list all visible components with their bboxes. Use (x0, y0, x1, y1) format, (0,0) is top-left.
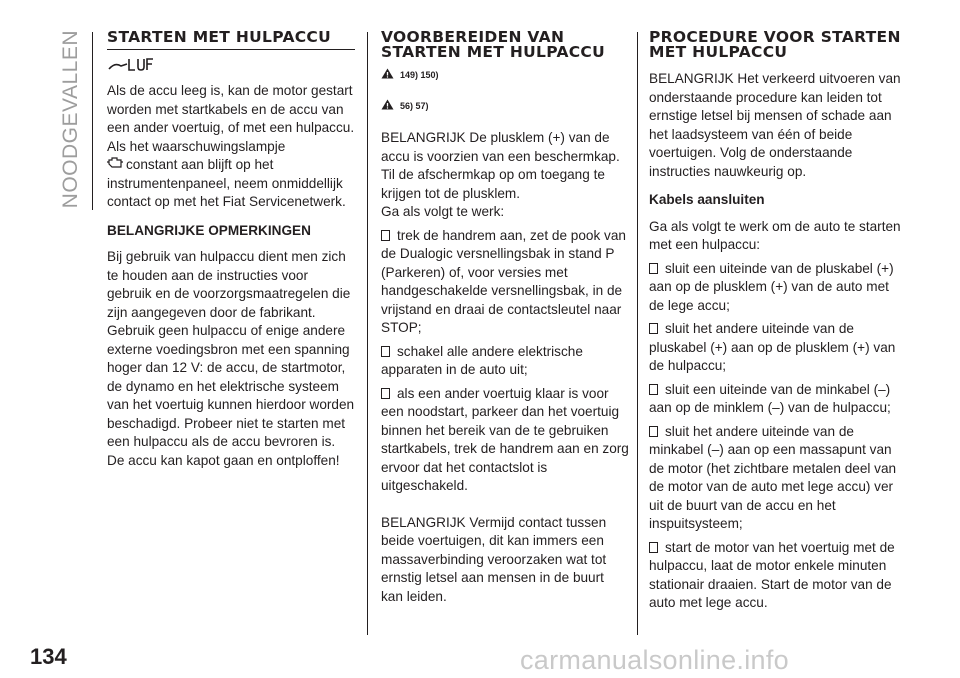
checkbox-bullet-icon (381, 346, 390, 357)
reference-row-2 (381, 97, 629, 116)
checkbox-bullet-icon (381, 388, 390, 399)
column-divider-1 (367, 32, 368, 635)
checkbox-bullet-icon (649, 542, 658, 553)
list-item: sluit het andere uiteinde van de pluskabel (+) aan op de plusklem (+) van de hulpaccu; (649, 321, 896, 373)
page-number: 134 (30, 644, 67, 669)
lamp-text-before: Als het waarschuwingslampje (107, 138, 286, 154)
reference-row-1 (381, 66, 629, 85)
column-voorbereiden (381, 30, 629, 606)
paragraph-werkwijze: Ga als volgt te werk om de auto te starten met een hulpaccu: (649, 218, 901, 252)
checkbox-bullet-icon (649, 426, 658, 437)
side-section-label (56, 30, 86, 230)
checkbox-bullet-icon (381, 230, 390, 241)
lamp-text-after: constant aan blijft op het instrumentenpaneel, neem onmiddellijk contact op met het Fiat Servicenetwerk. (107, 157, 346, 209)
engine-warning-icon (107, 156, 126, 175)
hand-tool-icon (107, 56, 355, 78)
section-heading: PROCEDURE VOOR STARTEN MET HULPACCU (649, 28, 901, 61)
paragraph-belangrijk: BELANGRIJK Het verkeerd uitvoeren van onderstaande procedure kan leiden tot ernstige letsel bij mensen of schade aan het laadsysteem van één of beide voertuigen. Volg de onderstaande instructies nauwkeurig op. (649, 71, 901, 179)
heading-rule (107, 49, 355, 50)
list-item: trek de handrem aan, zet de pook van de Dualogic versnellingsbak in stand P (Parkeren) of, voor versies met handgeschakelde versnellingsbak, in de vrijstand en draai de contactsleutel naar STOP; (381, 227, 626, 335)
subheading-opmerkingen: BELANGRIJKE OPMERKINGEN (107, 222, 311, 238)
warning-triangle-icon (381, 68, 394, 82)
list-item: start de motor van het voertuig met de hulpaccu, laat de motor enkele minuten stationair draaien. Start de motor van de auto met lege accu. (649, 539, 895, 610)
list-item: sluit een uiteinde van de pluskabel (+) aan op de plusklem (+) van de auto met de lege accu; (649, 260, 894, 313)
list-item: als een ander voertuig klaar is voor een noodstart, parkeer dan het voertuig binnen het bereik van de te gebruiken startkabels, trek de handrem aan en zorg ervoor dat het contactslot is uitgeschakeld. (381, 385, 629, 493)
column-starten-met-hulpaccu (107, 30, 355, 470)
column-divider-2 (637, 32, 638, 635)
subheading-kabels: Kabels aansluiten (649, 192, 765, 207)
lamp-paragraph (107, 156, 355, 212)
reference-numbers: 56) 57) (400, 100, 429, 111)
section-heading: VOORBEREIDEN VAN STARTEN MET HULPACCU (381, 28, 605, 61)
side-rule (92, 32, 93, 210)
list-item: sluit het andere uiteinde van de minkabel (–) aan op een massapunt van de motor (het zichtbare metalen deel van de motor van de auto met lege accu) ver uit de buurt van de accu en het inspuitsysteem; (649, 423, 897, 531)
reference-numbers: 149) 150) (400, 70, 439, 80)
body-text: Bij gebruik van hulpaccu dient men zich te houden aan de instructies voor gebruik en de voorzorgsmaatregelen die zijn aangegeven door de fabrikant. Gebruik geen hulpaccu of enige andere externe voedingsbron met een spanning hoger dan 12 V: de accu, de startmotor, de dynamo en het elektrische systeem van het voertuig kunnen hierdoor worden beschadigd. Probeer niet te starten met een hulpaccu als de accu bevroren is. De accu kan kapot gaan en ontploffen! (107, 249, 355, 468)
list-item: sluit een uiteinde van de minkabel (–) aan op de minklem (–) van de hulpaccu; (649, 381, 891, 415)
checkbox-bullet-icon (649, 263, 658, 274)
checkbox-bullet-icon (649, 323, 658, 334)
list-item: schakel alle andere elektrische apparaten in de auto uit; (381, 343, 583, 377)
warning-triangle-icon (381, 99, 394, 113)
section-label-text: NOODGEVALLEN (59, 30, 82, 209)
watermark: carmanualsonline.info (520, 645, 789, 675)
paragraph-werkwijze: Ga als volgt te werk: (381, 204, 505, 219)
section-heading: STARTEN MET HULPACCU (107, 28, 331, 46)
checkbox-bullet-icon (649, 384, 658, 395)
intro-text: Als de accu leeg is, kan de motor gestart worden met startkabels en de accu van een ander voertuig, of met een hulpaccu. (107, 83, 355, 135)
column-procedure (649, 30, 901, 613)
paragraph-beschermkap: BELANGRIJK De plusklem (+) van de accu is voorzien van een beschermkap. Til de afschermkap op om toegang te krijgen tot de plusklem. (381, 130, 620, 201)
paragraph-vermijd-contact: BELANGRIJK Vermijd contact tussen beide voertuigen, dit kan immers een massaverbinding veroorzaken wat tot ernstig letsel aan mensen in de buurt kan leiden. (381, 514, 607, 604)
